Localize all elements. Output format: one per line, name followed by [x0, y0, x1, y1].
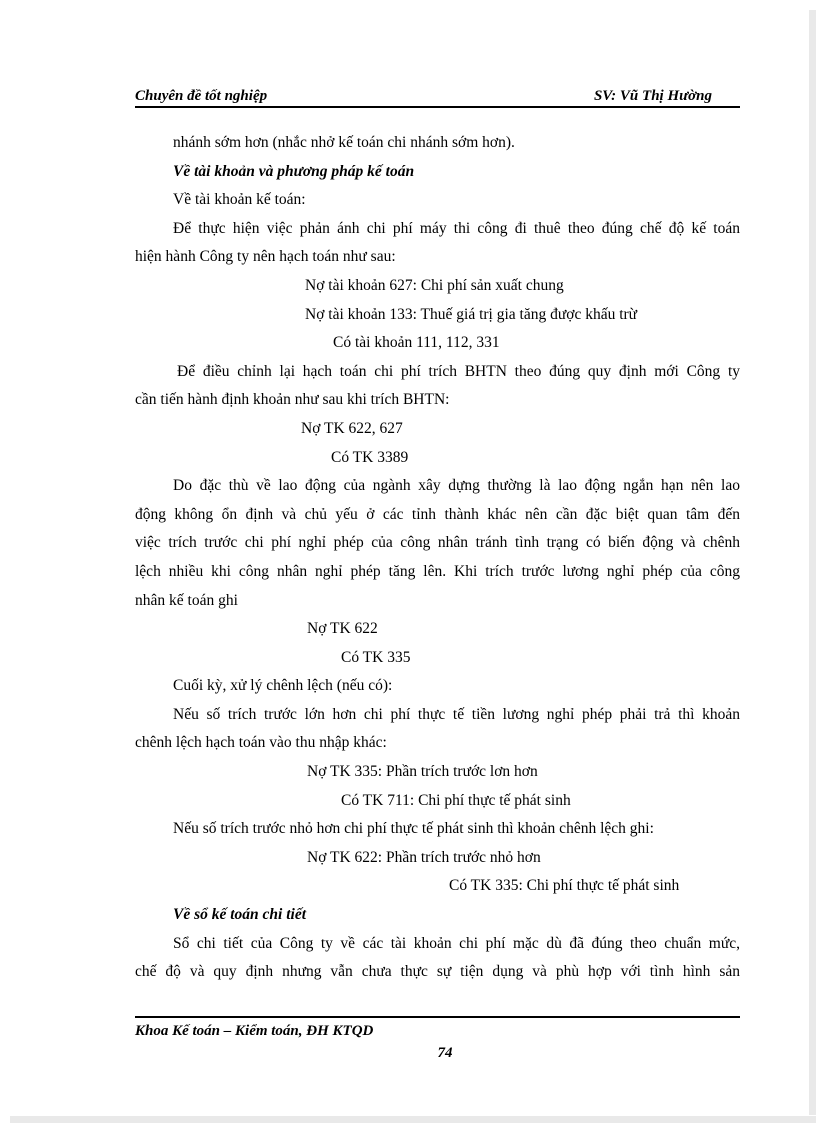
body-line: việc trích trước chi phí nghỉ phép của công nhân tránh tình trạng có biến động và chênh: [135, 534, 740, 552]
journal-entry-line: Nợ TK 622: [307, 620, 378, 638]
footer-rule: [135, 1016, 740, 1018]
header-title: Chuyên đề tốt nghiệp: [135, 88, 268, 104]
journal-entry-line: Có TK 3389: [331, 448, 409, 466]
body-line: cần tiến hành định khoản như sau khi trích BHTN:: [135, 391, 450, 409]
journal-entry-line: Nợ TK 622, 627: [301, 419, 403, 437]
journal-entry-line: Nợ tài khoản 133: Thuế giá trị gia tăng được khấu trừ: [305, 305, 638, 323]
journal-entry-line: Nợ TK 622: Phần trích trước nhỏ hơn: [307, 848, 541, 866]
body-line: hiện hành Công ty nên hạch toán như sau:: [135, 248, 396, 266]
body-line: nhân kế toán ghi: [135, 591, 238, 609]
body-line: Để thực hiện việc phản ánh chi phí máy thi công đi thuê theo đúng chế độ kế toán: [173, 219, 740, 237]
body-line: động không ổn định và chủ yếu ở các tỉnh thành khác nên cần đặc biệt quan tâm đến: [135, 505, 740, 523]
journal-entry-line: Có TK 711: Chi phí thực tế phát sinh: [341, 791, 571, 809]
document-body: [135, 129, 740, 987]
section-heading: Về sổ kế toán chi tiết: [173, 906, 307, 924]
footer-faculty: Khoa Kế toán – Kiểm toán, ĐH KTQD: [135, 1023, 374, 1039]
journal-entry-line: Có TK 335: Chi phí thực tế phát sinh: [449, 877, 680, 895]
body-line: Cuối kỳ, xử lý chênh lệch (nếu có):: [173, 677, 393, 695]
section-heading: Về tài khoản và phương pháp kế toán: [173, 162, 415, 180]
journal-entry-line: Nợ TK 335: Phần trích trước lơn hơn: [307, 763, 538, 781]
body-line: Nếu số trích trước lớn hơn chi phí thực tế tiền lương nghỉ phép phải trả thì khoản: [173, 705, 740, 723]
body-line: nhánh sớm hơn (nhắc nhở kế toán chi nhánh sớm hơn).: [173, 134, 515, 151]
page-shadow-bottom: [10, 1116, 816, 1123]
body-line: Nếu số trích trước nhỏ hơn chi phí thực tế phát sinh thì khoản chênh lệch ghi:: [173, 820, 654, 838]
body-line: Do đặc thù về lao động của ngành xây dựng thường là lao động ngắn hạn nên lao: [173, 477, 740, 495]
body-line: Để điều chỉnh lại hạch toán chi phí trích BHTN theo đúng quy định mới Công ty: [177, 362, 740, 380]
page-header: [135, 85, 740, 107]
journal-entry-line: Có TK 335: [341, 648, 411, 666]
body-line: Về tài khoản kế toán:: [173, 191, 306, 209]
header-author: SV: Vũ Thị Hường: [593, 88, 712, 104]
body-line: Sổ chi tiết của Công ty về các tài khoản chi phí mặc dù đã đúng theo chuẩn mức,: [173, 934, 740, 952]
body-line: chế độ và quy định nhưng vẫn chưa thực sự tiện dụng và phù hợp với tình hình sản: [135, 963, 740, 981]
body-line: lệch nhiều khi công nhân nghỉ phép tăng lên. Khi trích trước lương nghỉ phép của công: [135, 562, 740, 580]
journal-entry-line: Nợ tài khoản 627: Chi phí sản xuất chung: [305, 276, 564, 294]
page-number: 74: [437, 1045, 453, 1061]
journal-entry-line: Có tài khoản 111, 112, 331: [333, 334, 500, 352]
page-shadow-right: [809, 10, 816, 1115]
body-line: chênh lệch hạch toán vào thu nhập khác:: [135, 734, 387, 752]
header-rule: [135, 106, 740, 108]
